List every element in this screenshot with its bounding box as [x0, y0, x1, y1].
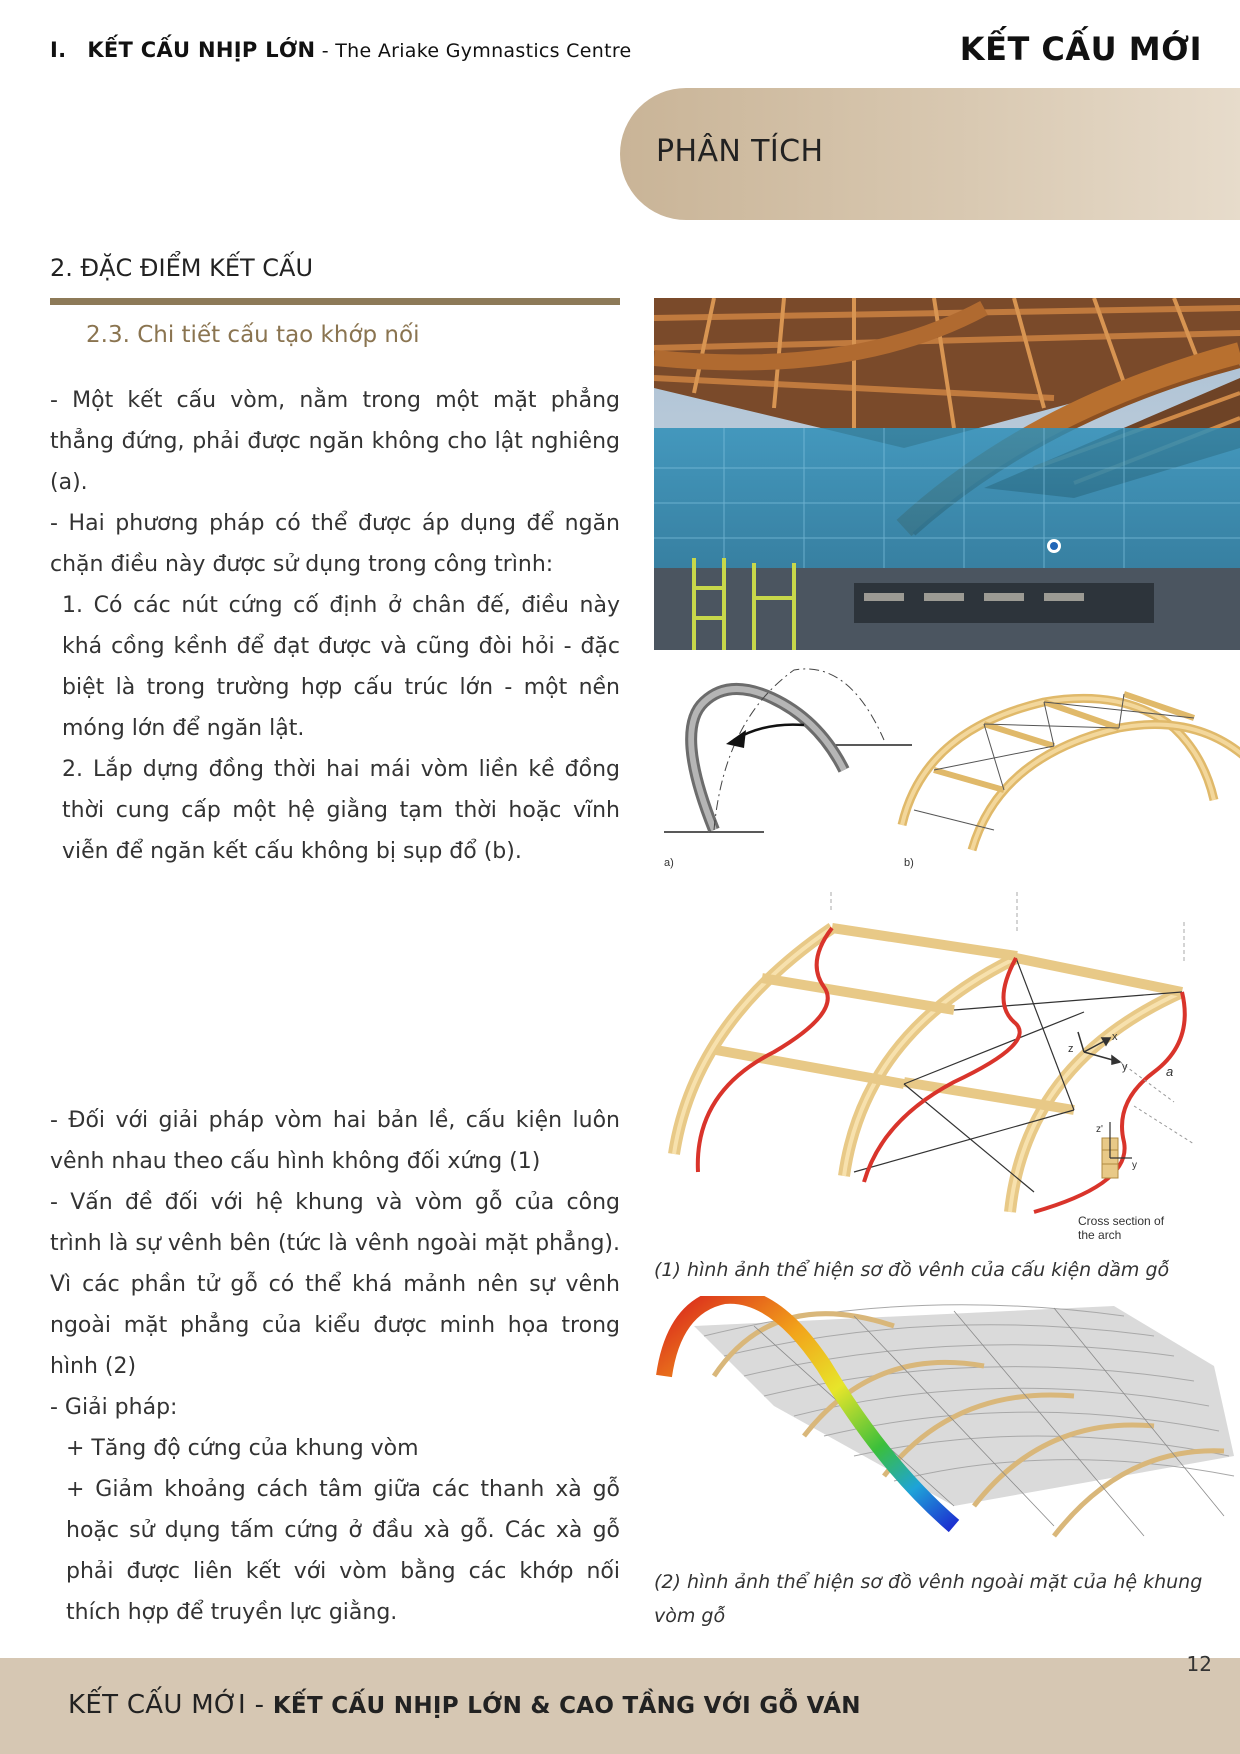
axis-y-label: y: [1122, 1061, 1128, 1073]
construction-photo: [654, 298, 1240, 650]
spacing-a-label: a: [1166, 1064, 1174, 1079]
header-subtitle: - The Ariake Gymnastics Centre: [315, 40, 632, 62]
paragraph: - Một kết cấu vòm, nằm trong một mặt phẳng thẳng đứng, phải được ngăn không cho lật nghiêng (a).: [50, 388, 620, 495]
arch-stability-diagrams: [654, 660, 1240, 880]
footer-subtitle: KẾT CẤU NHỊP LỚN & CAO TẦNG VỚI GỖ VÁN: [272, 1693, 861, 1719]
brand-title: KẾT CẤU MỚI: [959, 30, 1202, 68]
page-number: 12: [1186, 1652, 1212, 1676]
paragraph: + Tăng độ cứng của khung vòm: [66, 1436, 419, 1461]
body-block-1: [50, 380, 620, 872]
figure-caption-2: (2) hình ảnh thể hiện sơ đồ vênh ngoài mặt của hệ khung vòm gỗ: [654, 1571, 1203, 1627]
diagram-b-label: b): [904, 857, 914, 869]
body-block-2: [50, 1100, 620, 1633]
footer-brand: KẾT CẤU MỚI -: [68, 1690, 273, 1720]
footer-title: [68, 1690, 861, 1720]
running-header: [50, 38, 632, 62]
diagram-b: [902, 694, 1240, 850]
section-divider: [50, 298, 620, 305]
section-banner-label: PHÂN TÍCH: [656, 134, 824, 169]
diagram-a: [664, 669, 912, 832]
paragraph: + Giảm khoảng cách tâm giữa các thanh xà gỗ hoặc sử dụng tấm cứng ở đầu xà gỗ. Các xà gỗ phải được liên kết với vòm bằng các khớp nối thích hợp để truyền lực giằng.: [66, 1477, 620, 1625]
section-title: 2. ĐẶC ĐIỂM KẾT CẤU: [50, 254, 314, 282]
axis-x-label: x: [1112, 1031, 1118, 1043]
paragraph: - Vấn đề đối với hệ khung và vòm gỗ của công trình là sự vênh bên (tức là vênh ngoài mặt phẳng). Vì các phần tử gỗ có thể khá mảnh nên sự vênh ngoài mặt phẳng của kiểu được minh họa trong hình (2): [50, 1190, 620, 1379]
paragraph: - Giải pháp:: [50, 1395, 178, 1420]
cross-axis-z-label: z': [1096, 1124, 1103, 1135]
lateral-buckling-diagram: [654, 892, 1240, 1252]
paragraph: - Đối với giải pháp vòm hai bản lề, cấu kiện luôn vênh nhau theo cấu hình không đối xứng (1): [50, 1108, 620, 1174]
cross-section-caption: Cross section of the arch: [1078, 1214, 1165, 1242]
header-section-title: KẾT CẤU NHỊP LỚN: [87, 38, 316, 62]
paragraph: 1. Có các nút cứng cố định ở chân đế, điều này khá cồng kềnh để đạt được và cũng đòi hỏi - đặc biệt là trong trường hợp cấu trúc lớn - một nền móng lớn để ngăn lật.: [62, 593, 620, 741]
subsection-title: 2.3. Chi tiết cấu tạo khớp nối: [86, 322, 420, 348]
paragraph: 2. Lắp dựng đồng thời hai mái vòm liền kề đồng thời cung cấp một hệ giằng tạm thời hoặc vĩnh viễn để ngăn kết cấu không bị sụp đổ (b).: [62, 757, 620, 864]
cross-axis-y-label: y: [1132, 1160, 1137, 1171]
out-of-plane-buckling-model: [654, 1296, 1240, 1566]
figure-caption-1: (1) hình ảnh thể hiện sơ đồ vênh của cấu kiện dầm gỗ: [654, 1259, 1170, 1281]
diagram-a-label: a): [664, 857, 674, 869]
axis-z-label: z: [1068, 1043, 1074, 1055]
paragraph: - Hai phương pháp có thể được áp dụng để ngăn chặn điều này được sử dụng trong công trình:: [50, 511, 620, 577]
header-section-number: I.: [50, 38, 67, 62]
